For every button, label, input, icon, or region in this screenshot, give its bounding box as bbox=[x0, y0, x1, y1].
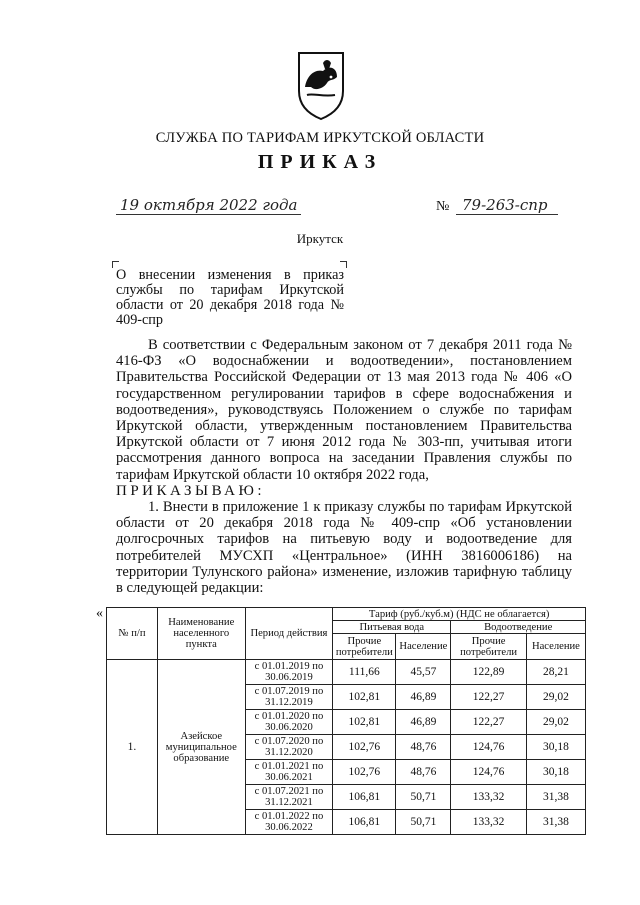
period-cell: с 01.07.2019 по 31.12.2019 bbox=[245, 685, 333, 710]
order-word: ПРИКАЗЫВАЮ: bbox=[116, 482, 266, 499]
period-cell: с 01.01.2021 по 30.06.2021 bbox=[245, 760, 333, 785]
tariff-table bbox=[106, 607, 586, 835]
sewage-other-cell: 124,76 bbox=[451, 735, 526, 760]
coat-of-arms-icon bbox=[293, 47, 349, 121]
sewage-population-cell: 30,18 bbox=[526, 760, 585, 785]
table-row bbox=[107, 660, 586, 685]
water-population-cell: 45,57 bbox=[396, 660, 451, 685]
water-population-cell: 48,76 bbox=[396, 760, 451, 785]
number-sign: № bbox=[436, 199, 450, 214]
water-other-cell: 102,81 bbox=[333, 685, 396, 710]
row-number: 1. bbox=[107, 660, 158, 835]
water-other-cell: 111,66 bbox=[333, 660, 396, 685]
water-other-cell: 102,76 bbox=[333, 760, 396, 785]
sewage-population-cell: 31,38 bbox=[526, 785, 585, 810]
document-number: 79-263-спр bbox=[456, 196, 558, 215]
water-population-cell: 46,89 bbox=[396, 685, 451, 710]
period-cell: с 01.01.2019 по 30.06.2019 bbox=[245, 660, 333, 685]
sewage-other-cell: 122,27 bbox=[451, 685, 526, 710]
open-quote: « bbox=[96, 606, 103, 621]
header-sewage-population: Население bbox=[526, 634, 585, 660]
header-water-other: Прочие потребители bbox=[333, 634, 396, 660]
city-name: Иркутск bbox=[296, 231, 344, 246]
period-cell: с 01.07.2021 по 31.12.2021 bbox=[245, 785, 333, 810]
header-num: № п/п bbox=[107, 608, 158, 660]
document-body bbox=[116, 337, 572, 596]
sewage-population-cell: 29,02 bbox=[526, 710, 585, 735]
sewage-other-cell: 133,32 bbox=[451, 785, 526, 810]
water-population-cell: 48,76 bbox=[396, 735, 451, 760]
period-cell: с 01.07.2020 по 31.12.2020 bbox=[245, 735, 333, 760]
sewage-other-cell: 122,89 bbox=[451, 660, 526, 685]
header-locality: Наименование населенного пункта bbox=[157, 608, 245, 660]
sewage-other-cell: 122,27 bbox=[451, 710, 526, 735]
water-population-cell: 50,71 bbox=[396, 785, 451, 810]
water-other-cell: 102,81 bbox=[333, 710, 396, 735]
organization-name: СЛУЖБА ПО ТАРИФАМ ИРКУТСКОЙ ОБЛАСТИ bbox=[155, 130, 485, 146]
header-water-population: Население bbox=[396, 634, 451, 660]
header-period: Период действия bbox=[245, 608, 333, 660]
item-1-paragraph: 1. Внести в приложение 1 к приказу службы по тарифам Иркутской области от 20 декабря 2018 года № 409-спр «Об установлении долгосрочных тарифов на питьевую воду и водоотведение для потребителей МУСХП «Центральное» (ИНН 3816006186) на территории Тулунского района» изменение, изложив тарифную таблицу в следующей редакции: bbox=[116, 499, 572, 597]
header-tariff: Тариф (руб./куб.м) (НДС не облагается) bbox=[333, 608, 586, 621]
document-type: ПРИКАЗ bbox=[257, 151, 383, 173]
document-subject: О внесении изменения в приказ службы по тарифам Иркутской области от 20 декабря 2018 года № 409-спр bbox=[116, 267, 344, 328]
sewage-population-cell: 29,02 bbox=[526, 685, 585, 710]
sewage-population-cell: 30,18 bbox=[526, 735, 585, 760]
sewage-population-cell: 28,21 bbox=[526, 660, 585, 685]
period-cell: с 01.01.2020 по 30.06.2020 bbox=[245, 710, 333, 735]
water-population-cell: 46,89 bbox=[396, 710, 451, 735]
water-other-cell: 106,81 bbox=[333, 810, 396, 835]
sewage-population-cell: 31,38 bbox=[526, 810, 585, 835]
water-other-cell: 102,76 bbox=[333, 735, 396, 760]
header-sewage: Водоотведение bbox=[451, 621, 586, 634]
sewage-other-cell: 124,76 bbox=[451, 760, 526, 785]
water-population-cell: 50,71 bbox=[396, 810, 451, 835]
period-cell: с 01.01.2022 по 30.06.2022 bbox=[245, 810, 333, 835]
header-water: Питьевая вода bbox=[333, 621, 451, 634]
water-other-cell: 106,81 bbox=[333, 785, 396, 810]
sewage-other-cell: 133,32 bbox=[451, 810, 526, 835]
locality-name: Азейское муниципальное образование bbox=[157, 660, 245, 835]
preamble-paragraph: В соответствии с Федеральным законом от 7 декабря 2011 года № 416-ФЗ «О водоснабжении и водоотведении», постановлением Правительства Российской Федерации от 13 мая 2013 года № 406 «О государственном регулировании тарифов в сфере водоснабжения и водоотведения», руководствуясь Положением о службе по тарифам Иркутской области, утвержденным постановлением Правительства Иркутской области от 7 июня 2012 года № 303-пп, учитывая итоги рассмотрения данного вопроса на заседании Правления службы по тарифам Иркутской области 10 октября 2022 года, bbox=[116, 337, 572, 483]
document-date: 19 октября 2022 года bbox=[116, 196, 301, 215]
header-sewage-other: Прочие потребители bbox=[451, 634, 526, 660]
